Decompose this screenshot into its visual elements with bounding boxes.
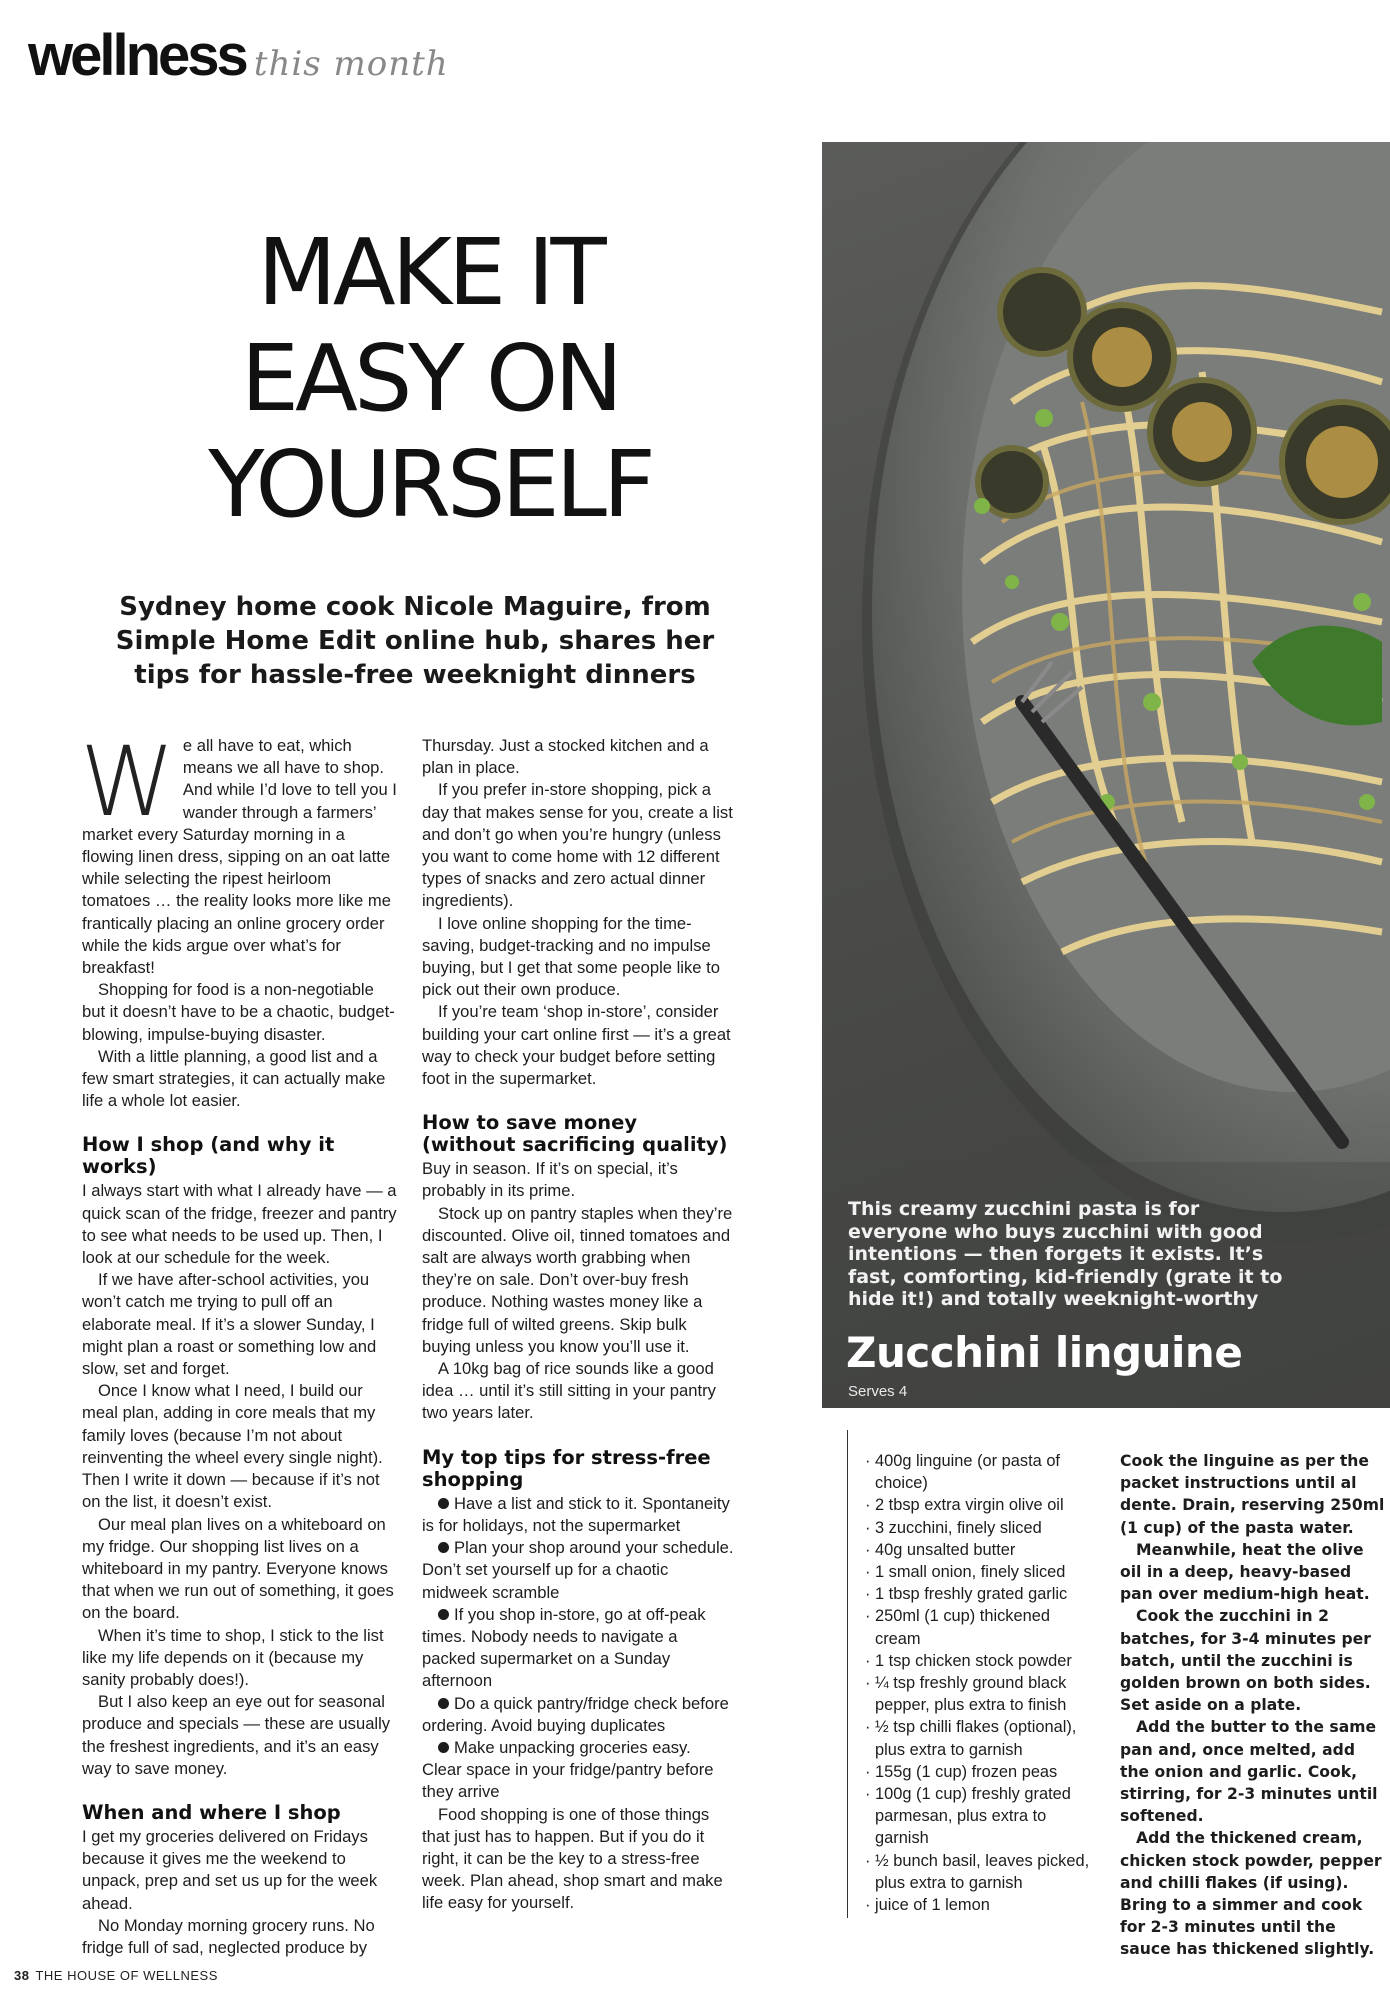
subheading-how-i-shop: How I shop (and why it works) <box>82 1133 335 1179</box>
method-step: Add the thickened cream, chicken stock powder, pepper and chilli flakes (if using). Bring to a simmer and cook for 2-3 minutes until the sauce has thickened slightly. <box>1120 1829 1382 1959</box>
paragraph: I always start with what I already have — a quick scan of the fridge, freezer and pantry to see what needs to be used up. Then, I look at our schedule for the week. <box>82 1181 397 1268</box>
drop-cap: W <box>80 726 175 838</box>
bullet-icon <box>438 1742 449 1753</box>
method-step: Meanwhile, heat the olive oil in a deep, heavy-based pan over medium-high heat. <box>1120 1540 1370 1604</box>
ingredient-item: · 1 small onion, finely sliced <box>865 1563 1066 1582</box>
bullet-icon <box>438 1609 449 1620</box>
headline-line: EASY ON <box>240 325 620 432</box>
ingredient-item: · 250ml (1 cup) thickened cream <box>865 1607 1050 1648</box>
tip-text: Do a quick pantry/fridge check before ordering. Avoid buying duplicates <box>422 1693 729 1735</box>
publication-name: THE HOUSE OF WELLNESS <box>35 1968 218 1983</box>
tip-item <box>422 1493 734 1537</box>
paragraph: Our meal plan lives on a whiteboard on my fridge. Our shopping list lives on a whiteboard in my pantry. Everyone knows that when we run out of something, it goes on the board. <box>82 1514 394 1623</box>
method-steps <box>1120 1450 1385 1961</box>
paragraph: When it’s time to shop, I stick to the list like my life depends on it (because my sanity probably does!). <box>82 1625 384 1689</box>
paragraph: Food shopping is one of those things that just has to happen. But if you do it right, it can be the key to a stress-free week. Plan ahead, shop smart and make life easy for yourself. <box>422 1804 723 1913</box>
paragraph: I get my groceries delivered on Fridays because it gives me the weekend to unpack, prep and set us up for the week ahead. <box>82 1826 378 1913</box>
paragraph: If you’re team ‘shop in-store’, consider building your cart online first — it’s a great way to check your budget before setting foot in the supermarket. <box>422 1002 731 1089</box>
ingredient-item: · 40g unsalted butter <box>865 1540 1016 1559</box>
method-step: Cook the zucchini in 2 batches, for 3-4 minutes per batch, until the zucchini is golden brown on both sides. Set aside on a plate. <box>1120 1607 1371 1715</box>
paragraph: But I also keep an eye out for seasonal produce and specials — these are usually the freshest ingredients, and it’s an easy way to save money. <box>82 1692 391 1778</box>
ingredient-item: · 2 tbsp extra virgin olive oil <box>865 1496 1064 1515</box>
bullet-icon <box>438 1542 449 1553</box>
masthead-section: this month <box>253 44 449 84</box>
tip-text: Plan your shop around your schedule. Don’t set yourself up for a chaotic midweek scramble <box>422 1538 734 1602</box>
ingredients-list <box>865 1450 1095 1916</box>
paragraph: Thursday. Just a stocked kitchen and a plan in place. <box>422 736 709 778</box>
ingredient-item: · ½ bunch basil, leaves picked, plus extra to garnish <box>865 1851 1090 1892</box>
headline <box>150 220 710 538</box>
paragraph: A 10kg bag of rice sounds like a good idea … until it’s still sitting in your pantry two years later. <box>422 1359 716 1423</box>
ingredient-item: · 100g (1 cup) freshly grated parmesan, plus extra to garnish <box>865 1785 1071 1848</box>
headline-line: YOURSELF <box>208 431 652 538</box>
tip-item <box>422 1737 734 1804</box>
ingredient-item: · 155g (1 cup) frozen peas <box>865 1762 1058 1781</box>
subheading-save-money: How to save money (without sacrificing quality) <box>422 1111 728 1157</box>
ingredient-item: · juice of 1 lemon <box>865 1896 990 1915</box>
recipe-caption: This creamy zucchini pasta is for everyone who buys zucchini with good intentions — then forgets it exists. It’s fast, comforting, kid-friendly (grate it to hide it!) and totally weeknight-worthy <box>848 1198 1283 1310</box>
recipe-title: Zucchini linguine <box>846 1328 1243 1377</box>
ingredient-item: · 3 zucchini, finely sliced <box>865 1518 1042 1537</box>
paragraph: Shopping for food is a non-negotiable but it doesn’t have to be a chaotic, budget-blowing, impulse-buying disaster. <box>82 980 395 1044</box>
subheading-when-where: When and where I shop <box>82 1800 341 1824</box>
intro-text: e all have to eat, which means we all have to shop. And while I’d love to tell you I wander through a farmers’ market every Saturday morning in a flowing linen dress, sipping on an oat latte while selecting the ripest heirloom tomatoes … the reality looks more like me frantically placing an online grocery order while the kids argue over what’s for breakfast! <box>82 736 397 978</box>
paragraph: Buy in season. If it’s on special, it’s probably in its prime. <box>422 1159 678 1201</box>
page-number: 38 <box>14 1968 30 1983</box>
paragraph: I love online shopping for the time-saving, budget-tracking and no impulse buying, but I get that some people like to pick out their own produce. <box>422 913 720 1000</box>
ingredient-item: · ¼ tsp freshly ground black pepper, plus extra to finish <box>865 1674 1067 1715</box>
ingredient-item: · 400g linguine (or pasta of choice) <box>865 1452 1060 1493</box>
ingredient-item: · 1 tbsp freshly grated garlic <box>865 1585 1068 1604</box>
tip-item <box>422 1693 734 1737</box>
tip-item <box>422 1604 734 1693</box>
headline-line: MAKE IT <box>257 219 603 326</box>
ingredient-item: · ½ tsp chilli flakes (optional), plus extra to garnish <box>865 1718 1077 1759</box>
page-folio <box>14 1968 218 1983</box>
paragraph: If we have after-school activities, you won’t catch me trying to pull off an elaborate meal. If it’s a slower Sunday, I might plan a roast or something low and slow, set and forget. <box>82 1270 377 1379</box>
standfirst: Sydney home cook Nicole Maguire, from Simple Home Edit online hub, shares her tips for hassle-free weeknight dinners <box>115 592 715 690</box>
paragraph: No Monday morning grocery runs. No fridge full of sad, neglected produce by <box>82 1915 375 1957</box>
bullet-icon <box>438 1498 449 1509</box>
article-column-1 <box>80 726 400 1959</box>
tip-text: If you shop in-store, go at off-peak times. Nobody needs to navigate a packed supermarket on a Sunday afternoon <box>422 1604 706 1691</box>
tip-text: Make unpacking groceries easy. Clear space in your fridge/pantry before they arrive <box>422 1737 714 1802</box>
tip-text: Have a list and stick to it. Spontaneity is for holidays, not the supermarket <box>422 1493 730 1535</box>
masthead <box>28 22 449 92</box>
paragraph: If you prefer in-store shopping, pick a day that makes sense for you, create a list and don’t go when you’re hungry (unless you want to come home with 12 different types of snacks and zero actual dinner ingredients). <box>422 780 733 911</box>
method-step: Cook the linguine as per the packet instructions until al dente. Drain, reserving 250ml (1 cup) of the pasta water. <box>1120 1452 1385 1537</box>
recipe-serves: Serves 4 <box>848 1383 908 1400</box>
paragraph: Once I know what I need, I build our meal plan, adding in core meals that my family loves (because I’m not about reinventing the wheel every single night). Then I write it down — because if it’s not on the list, it doesn’t exist. <box>82 1381 383 1512</box>
masthead-brand: wellness <box>28 23 246 88</box>
subheading-top-tips: My top tips for stress-free shopping <box>422 1445 711 1491</box>
recipe-divider <box>847 1430 848 1918</box>
paragraph: With a little planning, a good list and a few smart strategies, it can actually make life a whole lot easier. <box>82 1046 386 1111</box>
paragraph: Stock up on pantry staples when they’re discounted. Olive oil, tinned tomatoes and salt are always worth grabbing when they’re on sale. Don’t over-buy fresh produce. Nothing wastes money like a fridge full of wilted greens. Skip bulk buying unless you know you’ll use it. <box>422 1203 733 1356</box>
intro-paragraph <box>80 726 400 979</box>
article-column-2 <box>422 735 734 1915</box>
method-step: Add the butter to the same pan and, once melted, add the onion and garlic. Cook, stirring, for 2-3 minutes until softened. <box>1120 1718 1378 1826</box>
bullet-icon <box>438 1698 449 1709</box>
tip-item <box>422 1537 734 1604</box>
ingredient-item: · 1 tsp chicken stock powder <box>865 1651 1072 1670</box>
